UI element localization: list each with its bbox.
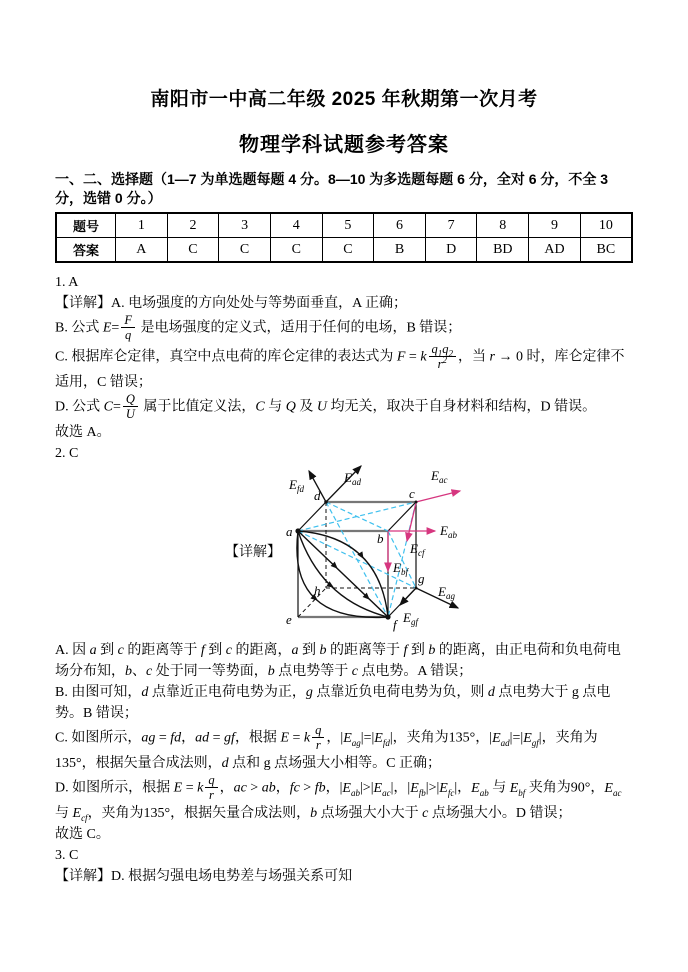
question-number-cell: 9: [529, 213, 581, 238]
text-run: 到: [96, 643, 118, 658]
text-run: =: [289, 730, 304, 746]
label-Ebf: $E_{bf}$: [393, 560, 408, 577]
text-run: C. 如图所示，: [55, 730, 142, 746]
math-var: k: [420, 349, 427, 365]
math-var: r: [209, 788, 214, 802]
question-number-cell: 4: [270, 213, 322, 238]
math-var: b: [428, 643, 436, 658]
text-run: 点电势大于 g 点电势。B 错误；: [55, 685, 611, 721]
text-run: =: [363, 730, 372, 746]
label-Ead: $E_{ad}$: [344, 470, 361, 487]
text-run: >: [428, 780, 437, 796]
label-Eag: $E_{ag}$: [438, 584, 455, 601]
text-run: 是电场强度的定义式，适用于任何的电场，B 错误；: [136, 320, 462, 336]
text-run: C. 根据库仑定律，真空中点电荷的库仑定律的表达式为: [55, 349, 397, 365]
paragraph: [55, 272, 633, 293]
solution-text-block-1: [55, 272, 633, 464]
text-run: → 0 时，库仑定律不适用，C 错误；: [55, 349, 625, 390]
label-vertex-a: a: [286, 524, 293, 539]
text-run: ，夹角为135°，根据矢量合成法则，: [87, 806, 311, 821]
math-var: gf: [224, 730, 235, 746]
math-var: d: [487, 685, 495, 700]
text-run: 、: [132, 664, 146, 679]
text-run: 点和 g 点场强大小相等。C 正确；: [228, 756, 441, 771]
math-var: F: [396, 349, 406, 365]
math-var: ac: [233, 780, 247, 796]
answer-cell: C: [270, 238, 322, 263]
text-run: 故选 C。: [55, 827, 110, 842]
text-run: 【详解】D. 根据匀强电场电势差与场强关系可知: [55, 869, 353, 884]
paragraph: [55, 314, 633, 343]
text-run: 点靠近负电荷电势为负，则: [312, 685, 488, 700]
paragraph: [55, 422, 633, 443]
text-run: 及: [295, 399, 317, 415]
row-header: 答案: [56, 238, 116, 263]
math-abs: $|E_{ac}|$: [370, 780, 394, 798]
text-run: A. 因: [55, 643, 90, 658]
text-run: 的距离，: [231, 643, 292, 658]
text-run: ，夹角为135°，: [392, 730, 490, 746]
math-abs: $|E_{fb}|$: [407, 780, 429, 798]
answer-cell: C: [322, 238, 374, 263]
answer-cell: BC: [580, 238, 632, 263]
answer-cell: C: [167, 238, 219, 263]
text-run: =: [111, 320, 120, 336]
answer-cell: A: [116, 238, 168, 263]
math-var: c: [225, 643, 232, 658]
vector-Egf: [400, 588, 416, 605]
text-run: ，: [457, 780, 472, 796]
text-run: 1. A: [55, 275, 79, 290]
text-run: >: [299, 780, 315, 796]
math-var: Q: [285, 399, 296, 415]
text-run: =: [405, 349, 421, 365]
question-number-cell: 1: [116, 213, 168, 238]
paragraph: [55, 845, 633, 866]
math-var: q: [125, 328, 132, 342]
detail-label: 【详解】: [225, 545, 281, 560]
math-var: ag: [141, 730, 156, 746]
math-var: c: [422, 806, 429, 821]
math-var: ad: [195, 730, 210, 746]
text-run: 的距离，由正电荷和负电荷电场分布知，: [55, 643, 621, 679]
text-run: 的距离等于: [123, 643, 201, 658]
math-var: E: [102, 320, 112, 336]
text-run: 夹角为90°，: [525, 780, 605, 796]
fraction: [123, 392, 138, 421]
text-run: 到: [407, 643, 429, 658]
text-run: 到: [298, 643, 320, 658]
math-abs: $|E_{fd}|$: [371, 730, 393, 748]
math-var: b: [125, 664, 132, 679]
text-run: 故选 A。: [55, 425, 111, 440]
table-row: [56, 238, 632, 263]
table-row: [56, 213, 632, 238]
text-run: ，: [326, 730, 341, 746]
paragraph: [55, 293, 633, 314]
text-run: 均无关，取决于自身材料和结构，D 错误。: [327, 399, 597, 415]
math-var: q: [208, 773, 215, 787]
math-var: fc: [289, 780, 300, 796]
text-run: ，根据: [234, 730, 281, 746]
math-var: f: [200, 643, 205, 658]
vector-Ecf: [407, 503, 416, 541]
math-var-sub: $q_1$: [431, 342, 443, 359]
math-var: b: [310, 806, 318, 821]
math-var: U: [125, 407, 135, 421]
fraction: [205, 773, 217, 802]
text-run: >: [246, 780, 262, 796]
label-vertex-b: b: [377, 531, 384, 546]
text-run: =: [112, 399, 121, 415]
math-var: F: [124, 313, 132, 327]
paragraph: [55, 724, 633, 774]
text-run: >: [362, 780, 371, 796]
text-run: 点场强大小大于: [317, 806, 423, 821]
solution-text-block-2: [55, 640, 633, 887]
question-number-cell: 2: [167, 213, 219, 238]
math-abs: $|E_{fc}|$: [436, 780, 458, 798]
paragraph: [55, 343, 633, 393]
paragraph: [55, 774, 633, 824]
fraction: [429, 342, 457, 371]
answer-cell: AD: [529, 238, 581, 263]
label-Eac: $E_{ac}$: [431, 468, 448, 485]
label-vertex-f: f: [393, 617, 397, 632]
vector-Eac: [416, 491, 460, 502]
math-var: ab: [261, 780, 276, 796]
text-run: 到: [204, 643, 226, 658]
text-run: 点电势等于: [274, 664, 352, 679]
math-var-sub: $E_{ac}$: [604, 780, 622, 798]
answer-cell: B: [374, 238, 426, 263]
text-run: 处于同一等势面，: [152, 664, 268, 679]
text-run: ，: [219, 780, 234, 796]
math-var: fb: [314, 780, 326, 796]
text-run: 与: [488, 780, 510, 796]
math-var: b: [267, 664, 275, 679]
question-number-cell: 7: [425, 213, 477, 238]
text-run: ，: [181, 730, 196, 746]
math-var: d: [141, 685, 149, 700]
answer-cell: BD: [477, 238, 529, 263]
text-run: 2. C: [55, 446, 79, 461]
label-vertex-d: d: [314, 488, 321, 503]
math-abs: $|E_{gf}|$: [520, 730, 542, 748]
text-run: 点电势。A 错误；: [357, 664, 473, 679]
text-run: B. 公式: [55, 320, 103, 336]
text-run: 与: [264, 399, 286, 415]
label-Efd: $E_{fd}$: [289, 477, 304, 494]
math-var: f: [403, 643, 408, 658]
paragraph: [55, 393, 633, 422]
math-var: c: [351, 664, 358, 679]
answer-table: [55, 212, 633, 263]
text-run: =: [155, 730, 171, 746]
section-intro: 一、二、选择题（1—7 为单选题每题 4 分。8—10 为多选题每题 6 分，全对 6 分，不全 3 分，选错 0 分。）: [55, 171, 609, 206]
text-run: =: [182, 780, 198, 796]
math-var: C: [255, 399, 265, 415]
text-run: ，: [393, 780, 408, 796]
page-subtitle: 物理学科试题参考答案: [239, 134, 449, 156]
text-run: 与: [55, 806, 73, 821]
answer-cell: D: [425, 238, 477, 263]
math-var: g: [305, 685, 313, 700]
math-var: a: [89, 643, 97, 658]
math-var: k: [197, 780, 204, 796]
label-Eab: $E_{ab}$: [440, 523, 457, 540]
math-var: E: [173, 780, 183, 796]
question-number-cell: 5: [322, 213, 374, 238]
text-run: 的距离等于: [326, 643, 404, 658]
label-vertex-g: g: [418, 571, 425, 586]
math-var-sub: $E_{bf}$: [509, 780, 526, 798]
math-var-sub: $E_{cf}$: [72, 806, 88, 823]
question-number-cell: 8: [477, 213, 529, 238]
cube-field-diagram: [281, 465, 493, 637]
math-abs: $|E_{ab}|$: [339, 780, 363, 798]
label-vertex-h: h: [314, 583, 321, 598]
page-title: 南阳市一中高二年级 2025 年秋期第一次月考: [150, 89, 538, 110]
text-run: D. 如图所示，根据: [55, 780, 174, 796]
text-run: =: [512, 730, 521, 746]
paragraph: [55, 866, 633, 887]
answer-cell: C: [219, 238, 271, 263]
math-var: C: [103, 399, 113, 415]
text-run: D. 公式: [55, 399, 104, 415]
math-var: r: [315, 738, 321, 752]
math-var: a: [291, 643, 299, 658]
math-var: fd: [170, 730, 182, 746]
question-number-cell: 10: [580, 213, 632, 238]
math-var: c: [146, 664, 153, 679]
math-var: k: [303, 730, 311, 746]
math-var-sup: $r^2$: [437, 354, 447, 371]
paragraph: [55, 824, 633, 845]
paragraph: [55, 443, 633, 464]
label-vertex-e: e: [286, 612, 292, 627]
fraction: [121, 313, 135, 342]
math-abs: $|E_{ad}|$: [489, 730, 513, 748]
text-run: 属于比值定义法，: [139, 399, 256, 415]
question-number-cell: 6: [374, 213, 426, 238]
text-run: 点靠近正电荷电势为正，: [148, 685, 306, 700]
text-run: =: [209, 730, 225, 746]
text-run: ，当: [458, 349, 490, 365]
label-Ecf: $E_{cf}$: [410, 541, 425, 558]
math-var: c: [117, 643, 124, 658]
math-var: q: [315, 723, 322, 737]
text-run: ，: [275, 780, 290, 796]
row-header: 题号: [56, 213, 116, 238]
math-var: b: [319, 643, 327, 658]
math-var: U: [316, 399, 327, 415]
math-var: d: [221, 756, 229, 771]
paragraph: [55, 640, 633, 682]
math-var: Q: [125, 392, 135, 406]
label-Egf: $E_{gf}$: [403, 610, 418, 627]
text-run: 3. C: [55, 848, 79, 863]
paragraph: [55, 682, 633, 724]
math-var: E: [280, 730, 289, 746]
text-run: ，夹角为135°，根据矢量合成法则，: [55, 730, 598, 771]
math-var-sub: $q_2$: [442, 342, 454, 359]
text-run: ，: [325, 780, 340, 796]
text-run: 点场强大小。D 错误；: [428, 806, 572, 821]
fraction: [312, 723, 324, 752]
text-run: B. 由图可知，: [55, 685, 142, 700]
math-abs: $|E_{ag}|$: [340, 730, 364, 748]
math-var-sub: $E_{ab}$: [471, 780, 489, 798]
label-vertex-c: c: [409, 486, 415, 501]
question-number-cell: 3: [219, 213, 271, 238]
figure-block: [55, 465, 633, 637]
math-var: r: [489, 349, 495, 365]
text-run: 【详解】A. 电场强度的方向处处与等势面垂直，A 正确；: [55, 296, 407, 311]
